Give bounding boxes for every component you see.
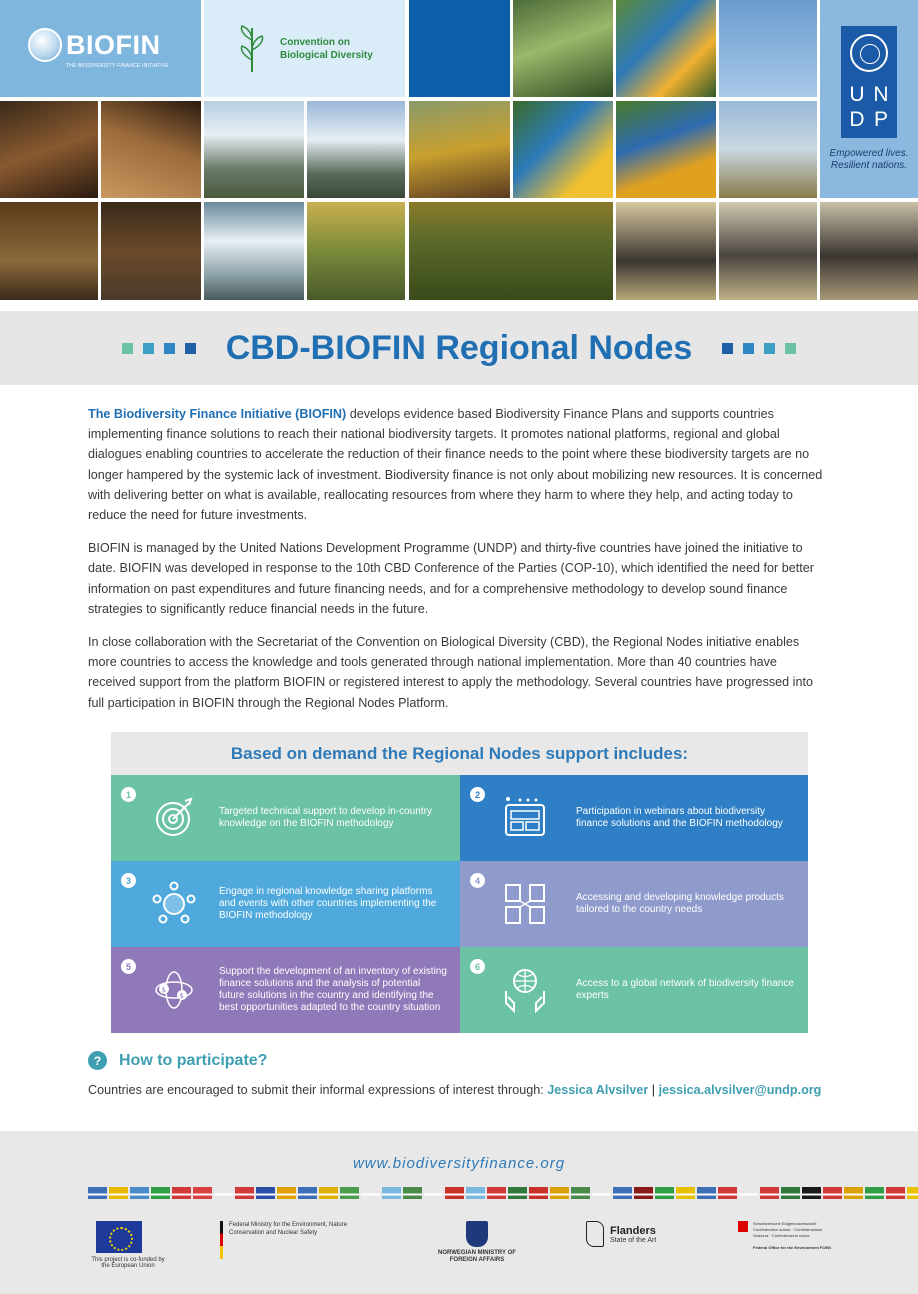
- finance-globe-icon: [151, 967, 197, 1013]
- norway-partner: [430, 1221, 524, 1264]
- participate-body: Countries are encouraged to submit their informal expressions of interest through:: [88, 1083, 548, 1097]
- country-flag-icon: [214, 1187, 233, 1199]
- flanders-name: Flanders: [610, 1224, 656, 1237]
- country-flag-icon: [424, 1187, 443, 1199]
- title-squares-right: [722, 343, 796, 354]
- flanders-partner: [586, 1221, 656, 1247]
- country-flag-icon: [319, 1187, 338, 1199]
- bmu-partner: [220, 1221, 369, 1259]
- support-card: [111, 861, 460, 947]
- eu-partner: [88, 1221, 168, 1269]
- country-flag-icon: [445, 1187, 464, 1199]
- country-flag-icon: [256, 1187, 275, 1199]
- country-flag-icon: [466, 1187, 485, 1199]
- photo-sky: [719, 0, 817, 97]
- country-flag-icon: [193, 1187, 212, 1199]
- country-flag-icon: [529, 1187, 548, 1199]
- photo-field: [307, 202, 405, 300]
- support-heading-bar: [111, 732, 808, 776]
- biofin-logo: [0, 0, 201, 97]
- how-to-participate: [88, 1051, 267, 1070]
- card-number: 6: [470, 959, 485, 974]
- undp-tagline-1: Empowered lives.: [829, 148, 909, 159]
- country-flag-icon: [340, 1187, 359, 1199]
- photo-savanna-tree: [719, 101, 817, 198]
- contact-email-link[interactable]: jessica.alvsilver@undp.org: [658, 1083, 822, 1097]
- card-number: 5: [121, 959, 136, 974]
- country-flag-icon: [613, 1187, 632, 1199]
- country-flag-icon: [277, 1187, 296, 1199]
- country-flag-icon: [403, 1187, 422, 1199]
- un-emblem-icon: [850, 34, 888, 72]
- title-square: [785, 343, 796, 354]
- photo-worker-basket: [101, 101, 201, 198]
- photo-wildebeest: [616, 202, 716, 300]
- paragraph-3: In close collaboration with the Secretariat of the Convention on Biological Diversity (CBD), the Regional Nodes initiative enables more countries to access the knowledge and tools generated through national implementation. More than 40 countries have received support from the platform BIOFIN or registered interest to apply the methodology. Several countries have progressed into full participation in BIOFIN through the Regional Nodes Platform.: [88, 635, 813, 710]
- country-flag-icon: [382, 1187, 401, 1199]
- support-card: [460, 775, 808, 861]
- cbd-logo: [204, 0, 405, 97]
- title-square: [764, 343, 775, 354]
- country-flag-icon: [361, 1187, 380, 1199]
- page-title: CBD-BIOFIN Regional Nodes: [225, 328, 693, 367]
- title-squares-left: [122, 343, 196, 354]
- country-flag-icon: [781, 1187, 800, 1199]
- network-people-icon: [151, 881, 197, 927]
- country-flag-icon: [907, 1187, 918, 1199]
- photo-fish: [101, 202, 201, 300]
- country-flag-icon: [172, 1187, 191, 1199]
- website-url[interactable]: www.biodiversityfinance.org: [352, 1155, 566, 1172]
- card-text: Participation in webinars about biodiversity finance solutions and the BIOFIN methodology: [576, 806, 783, 829]
- title-square: [164, 343, 175, 354]
- country-flag-icon: [151, 1187, 170, 1199]
- cbd-name-line2: Biological Diversity: [280, 49, 373, 61]
- undp-letter-d: D: [849, 108, 865, 131]
- country-flag-icon: [592, 1187, 611, 1199]
- biofin-logo-text: BIOFIN: [66, 29, 161, 60]
- country-flag-icon: [823, 1187, 842, 1199]
- undp-logo: [820, 0, 918, 198]
- participate-text: Countries are encouraged to submit their informal expressions of interest through: Jessica Alvsilver | jessica.alvsilver@undp.org: [88, 1083, 822, 1097]
- hands-globe-icon: [502, 967, 548, 1013]
- card-number: 1: [121, 787, 136, 802]
- undp-letter-u: U: [849, 83, 865, 106]
- country-flag-icon: [865, 1187, 884, 1199]
- country-flag-icon: [655, 1187, 674, 1199]
- country-flag-icon: [676, 1187, 695, 1199]
- country-flag-icon: [802, 1187, 821, 1199]
- card-text: Accessing and developing knowledge products tailored to the country needs: [576, 892, 784, 915]
- eu-caption: This project is co-funded by the European Union: [91, 1257, 165, 1269]
- title-square: [743, 343, 754, 354]
- support-heading: Based on demand the Regional Nodes support includes:: [230, 744, 689, 763]
- swiss-partner: [738, 1221, 834, 1251]
- country-flag-icon: [88, 1187, 107, 1199]
- intro-text: [88, 404, 824, 726]
- webinar-screen-icon: [502, 795, 548, 841]
- svg-text:$: $: [161, 986, 166, 994]
- photo-mountains-2: [307, 101, 405, 198]
- photo-worker: [0, 101, 98, 198]
- card-text: Targeted technical support to develop in-country knowledge on the BIOFIN methodology: [219, 806, 432, 829]
- card-number: 4: [470, 873, 485, 888]
- globe-icon: [28, 28, 62, 62]
- country-flag-icon: [571, 1187, 590, 1199]
- undp-letter-n: N: [873, 83, 889, 106]
- target-icon: [151, 795, 197, 841]
- country-flag-icon: [886, 1187, 905, 1199]
- title-square: [122, 343, 133, 354]
- card-text: Engage in regional knowledge sharing platforms and events with other countries implementing the BIOFIN methodology: [219, 886, 437, 921]
- title-square: [185, 343, 196, 354]
- photo-mountains: [204, 101, 304, 198]
- title-square: [722, 343, 733, 354]
- support-card: [460, 861, 808, 947]
- german-flag-icon: [220, 1221, 223, 1259]
- country-flag-icon: [298, 1187, 317, 1199]
- photo-macaw: [616, 0, 716, 97]
- swiss-office: Federal Office for the Environment FOEN: [753, 1245, 832, 1250]
- undp-letter-p: P: [873, 108, 888, 131]
- paragraph-1-text: develops evidence based Biodiversity Finance Plans and supports countries implementing finance solutions to reach their national biodiversity targets. It promotes national platforms, regional and global dialogues enabling countries to accelerate the reduction of their finance needs to the point where these biodiversity targets are no longer hampered by the systemic lack of investment. Biodiversity finance is not only about mobilizing new resources. It is concerned with delivering better on what is available, reallocating resources from where they harm to where they help, and acting today to reduce the need for future investments.: [88, 407, 823, 523]
- norway-caption: NORWEGIAN MINISTRY OF FOREIGN AFFAIRS: [438, 1250, 516, 1263]
- country-flag-icon: [130, 1187, 149, 1199]
- documents-exchange-icon: [502, 881, 548, 927]
- footer: [0, 1131, 918, 1294]
- card-text: Support the development of an inventory of existing finance solutions and the analysis of potential future solutions in the country and identifying the best opportunities adapted to the country situation: [219, 966, 447, 1013]
- title-band: [0, 311, 918, 385]
- cbd-name-line1: Convention on: [280, 36, 350, 48]
- photo-wildebeest-2: [719, 202, 817, 300]
- support-cards: [111, 775, 808, 1033]
- card-number: 3: [121, 873, 136, 888]
- bmu-caption: Federal Ministry for the Environment, Nature Conservation and Nuclear Safety: [229, 1222, 348, 1236]
- flanders-lion-icon: [586, 1221, 604, 1247]
- country-flags: [88, 1187, 918, 1199]
- country-flag-icon: [487, 1187, 506, 1199]
- participate-heading: How to participate?: [119, 1051, 268, 1069]
- swiss-caption: Schweizerische Eidgenossenschaft · Confédération suisse · Confederazione Svizzera · Confederaziun svizra: [753, 1221, 823, 1238]
- photo-river: [204, 202, 304, 300]
- country-flag-icon: [634, 1187, 653, 1199]
- country-flag-icon: [844, 1187, 863, 1199]
- country-flag-icon: [760, 1187, 779, 1199]
- country-flag-icon: [508, 1187, 527, 1199]
- card-text: Access to a global network of biodiversity finance experts: [576, 978, 794, 1001]
- paragraph-1: [88, 404, 824, 525]
- contact-name-link[interactable]: Jessica Alvsilver: [547, 1083, 649, 1097]
- photo-macaw-3: [616, 101, 716, 198]
- support-card: [111, 947, 460, 1033]
- eu-flag-icon: [96, 1221, 142, 1253]
- country-flag-icon: [697, 1187, 716, 1199]
- leaf-plant-icon: [234, 24, 270, 74]
- photo-baskets: [0, 202, 98, 300]
- blue-tile: [409, 0, 510, 97]
- undp-tagline-2: Resilient nations.: [830, 160, 908, 171]
- photo-wildebeest-3: [820, 202, 918, 300]
- country-flag-icon: [550, 1187, 569, 1199]
- photo-mosaic-header: [0, 0, 918, 300]
- biofin-tagline: THE BIODIVERSITY FINANCE INITIATIVE: [66, 63, 169, 69]
- country-flag-icon: [235, 1187, 254, 1199]
- norway-crest-icon: [466, 1221, 488, 1247]
- photo-macaw-2: [513, 101, 613, 198]
- photo-harvest: [409, 202, 613, 300]
- svg-text:$: $: [179, 992, 184, 1000]
- title-square: [143, 343, 154, 354]
- photo-foliage: [513, 0, 613, 97]
- swiss-cross-icon: [738, 1221, 748, 1232]
- country-flag-icon: [739, 1187, 758, 1199]
- flanders-tag: State of the Art: [610, 1236, 657, 1244]
- country-flag-icon: [718, 1187, 737, 1199]
- support-card: [460, 947, 808, 1033]
- question-icon: ?: [88, 1051, 107, 1070]
- biofin-lead: The Biodiversity Finance Initiative (BIOFIN): [88, 407, 347, 421]
- card-number: 2: [470, 787, 485, 802]
- paragraph-2: BIOFIN is managed by the United Nations Development Programme (UNDP) and thirty-five countries have joined the initiative to date. BIOFIN was developed in response to the 10th CBD Conference of the Parties (COP-10), which identified the need for better information on past expenditures and future financing needs, and for a comprehensive methodology to develop sound finance strategies to significantly reduce financial needs in the future.: [88, 541, 814, 616]
- photo-woman: [409, 101, 510, 198]
- support-card: [111, 775, 460, 861]
- country-flag-icon: [109, 1187, 128, 1199]
